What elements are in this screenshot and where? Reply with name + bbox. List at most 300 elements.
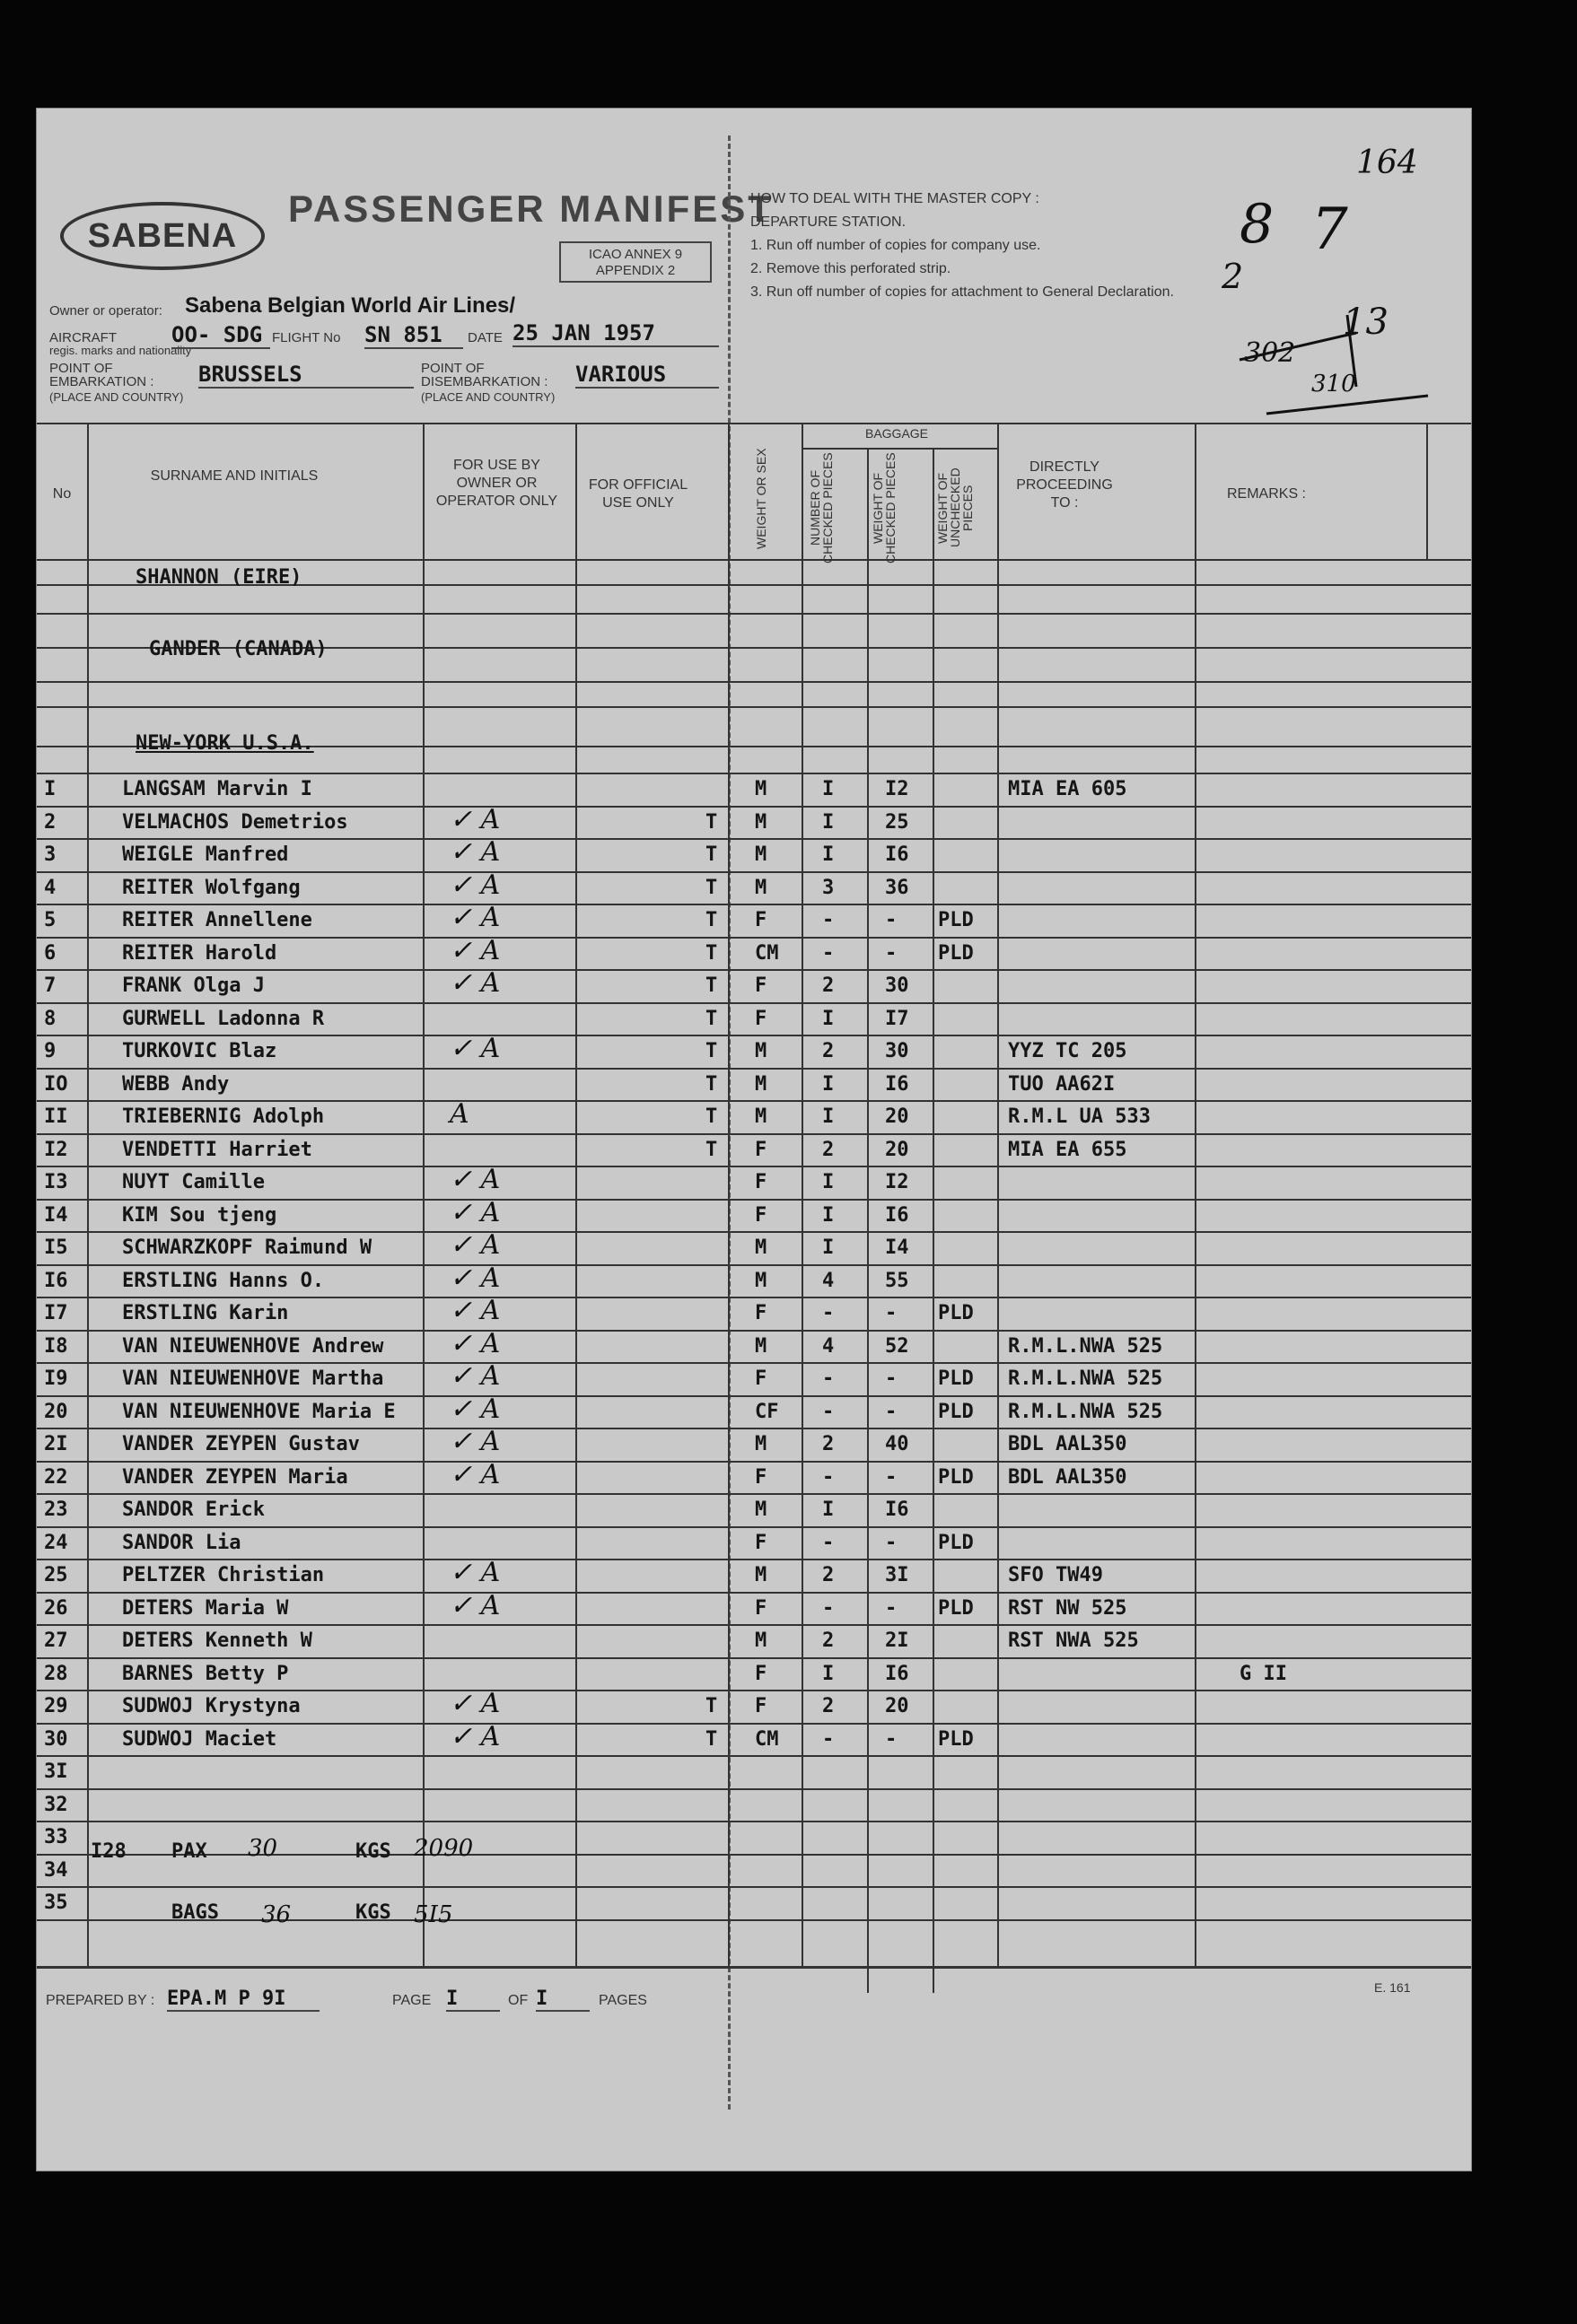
- instr-title: HOW TO DEAL WITH THE MASTER COPY :: [750, 191, 1039, 206]
- instr-step-1: 1. Run off number of copies for company use.: [750, 238, 1041, 253]
- row-checked-weight: 36: [885, 877, 909, 899]
- pax-label: PAX: [171, 1840, 207, 1863]
- row-name: FRANK Olga J: [122, 974, 265, 997]
- manifest-table: [37, 423, 1471, 1966]
- section-newyork: NEW-YORK U.S.A.: [136, 732, 314, 755]
- row-checked-pieces: -: [822, 1728, 835, 1751]
- bags-kgs-label: KGS: [355, 1901, 391, 1924]
- row-sex: CM: [755, 1728, 779, 1751]
- row-checked-weight: I2: [885, 778, 909, 800]
- aircraft-label: AIRCRAFT: [49, 330, 117, 345]
- row-destination: R.M.L UA 533: [1008, 1105, 1151, 1128]
- grid-hline: [37, 613, 1471, 615]
- tally-e: 302: [1244, 337, 1296, 369]
- row-name: TRIEBERNIG Adolph: [122, 1105, 325, 1128]
- row-name: REITER Harold: [122, 942, 277, 965]
- row-owner-mark: ✓ A: [450, 967, 501, 999]
- row-no: 27: [44, 1629, 68, 1652]
- row-checked-pieces: 2: [822, 1564, 835, 1586]
- row-owner-mark: ✓ A: [450, 1394, 501, 1425]
- row-name: ERSTLING Hanns O.: [122, 1270, 325, 1292]
- row-name: SCHWARZKOPF Raimund W: [122, 1236, 372, 1259]
- row-checked-pieces: 3: [822, 877, 835, 899]
- row-checked-weight: 3I: [885, 1564, 909, 1586]
- col-checked-pieces: NUMBER OF CHECKED PIECES: [808, 452, 835, 564]
- col-no: No: [52, 486, 72, 502]
- row-owner-mark: A: [450, 1098, 469, 1130]
- row-owner-mark: ✓ A: [450, 1426, 501, 1457]
- row-checked-pieces: I: [822, 1073, 835, 1096]
- row-checked-weight: -: [885, 909, 898, 931]
- row-checked-weight: I6: [885, 1073, 909, 1096]
- row-sex: M: [755, 1270, 767, 1292]
- icao-line-2: APPENDIX 2: [595, 263, 676, 278]
- row-official-mark: T: [705, 877, 718, 899]
- row-sex: M: [755, 1498, 767, 1521]
- aircraft-value: OO- SDG: [171, 322, 270, 349]
- row-checked-pieces: I: [822, 1008, 835, 1030]
- row-official-mark: T: [705, 974, 718, 997]
- row-name: NUYT Camille: [122, 1171, 265, 1193]
- grid-hline: [37, 871, 1471, 873]
- row-destination: BDL AAL350: [1008, 1466, 1127, 1489]
- row-no: I5: [44, 1236, 68, 1259]
- operator-value: Sabena Belgian World Air Lines/: [185, 293, 516, 318]
- row-sex: F: [755, 1008, 767, 1030]
- row-no: I4: [44, 1204, 68, 1227]
- row-sex: F: [755, 1302, 767, 1324]
- col-proceeding: DIRECTLY PROCEEDING TO :: [1016, 459, 1113, 511]
- row-sex: F: [755, 1695, 767, 1717]
- row-checked-weight: -: [885, 1367, 898, 1390]
- grid-hline: [37, 1755, 1471, 1757]
- row-sex: F: [755, 1532, 767, 1554]
- aircraft-sub: regis. marks and nationality: [49, 344, 192, 357]
- row-no: 3I: [44, 1760, 68, 1783]
- row-destination: R.M.L.NWA 525: [1008, 1367, 1163, 1390]
- row-owner-mark: ✓ A: [450, 1557, 501, 1588]
- row-no: 22: [44, 1466, 68, 1489]
- row-checked-pieces: -: [822, 1532, 835, 1554]
- row-name: DETERS Kenneth W: [122, 1629, 312, 1652]
- row-name: WEIGLE Manfred: [122, 843, 289, 866]
- grid-hline: [37, 1886, 1471, 1888]
- col-official: FOR OFFICIAL USE ONLY: [588, 477, 688, 511]
- row-checked-pieces: 2: [822, 1695, 835, 1717]
- row-owner-mark: ✓ A: [450, 935, 501, 966]
- row-checked-weight: 20: [885, 1105, 909, 1128]
- row-checked-pieces: I: [822, 778, 835, 800]
- row-checked-weight: I4: [885, 1236, 909, 1259]
- row-unchecked: PLD: [938, 942, 974, 965]
- row-name: SUDWOJ Maciet: [122, 1728, 277, 1751]
- bags-kgs-value: 5I5: [414, 1901, 453, 1928]
- row-checked-pieces: 2: [822, 1040, 835, 1062]
- row-sex: M: [755, 1105, 767, 1128]
- row-sex: M: [755, 1236, 767, 1259]
- grid-hline: [37, 1264, 1471, 1266]
- row-owner-mark: ✓ A: [450, 1360, 501, 1392]
- date-label: DATE: [468, 330, 503, 345]
- kgs-label: KGS: [355, 1840, 391, 1863]
- row-no: IO: [44, 1073, 68, 1096]
- page-label: PAGE: [392, 1993, 432, 2008]
- grid-hline: [37, 1919, 1471, 1921]
- section-shannon: SHANNON (EIRE): [136, 566, 302, 589]
- row-sex: M: [755, 877, 767, 899]
- row-destination: MIA EA 605: [1008, 778, 1127, 800]
- row-owner-mark: ✓ A: [450, 1459, 501, 1490]
- row-checked-weight: I2: [885, 1171, 909, 1193]
- row-name: GURWELL Ladonna R: [122, 1008, 325, 1030]
- row-sex: M: [755, 1335, 767, 1358]
- page-number: 164: [1356, 144, 1418, 181]
- row-checked-pieces: I: [822, 843, 835, 866]
- row-no: 34: [44, 1859, 68, 1882]
- row-name: SANDOR Lia: [122, 1532, 241, 1554]
- row-checked-weight: 2I: [885, 1629, 909, 1652]
- row-no: I9: [44, 1367, 68, 1390]
- row-no: I8: [44, 1335, 68, 1358]
- grid-hline: [37, 937, 1471, 939]
- grid-hline: [37, 969, 1471, 971]
- manifest-title: PASSENGER MANIFEST: [288, 188, 774, 230]
- pages-label: PAGES: [599, 1993, 647, 2008]
- of-value: I: [536, 1988, 590, 2012]
- flight-label: FLIGHT No: [272, 330, 341, 345]
- grid-vline: [575, 423, 577, 1966]
- row-checked-weight: -: [885, 1401, 898, 1423]
- row-checked-weight: 20: [885, 1139, 909, 1161]
- row-no: 26: [44, 1597, 68, 1620]
- icao-annex-box: [559, 241, 712, 283]
- row-checked-weight: 30: [885, 974, 909, 997]
- row-owner-mark: ✓ A: [450, 1721, 501, 1752]
- row-checked-pieces: 4: [822, 1335, 835, 1358]
- row-no: 9: [44, 1040, 57, 1062]
- prepared-label: PREPARED BY :: [46, 1993, 155, 2008]
- grid-hline: [37, 681, 1471, 683]
- row-checked-pieces: 2: [822, 1433, 835, 1455]
- embark-sub: (PLACE AND COUNTRY): [49, 390, 184, 404]
- grid-hline: [37, 1428, 1471, 1429]
- row-checked-pieces: I: [822, 1171, 835, 1193]
- grid-vline: [867, 450, 869, 1993]
- row-sex: M: [755, 1564, 767, 1586]
- row-checked-pieces: 2: [822, 1139, 835, 1161]
- row-remark: G II: [1240, 1663, 1287, 1685]
- row-sex: M: [755, 811, 767, 834]
- grid-hline: [37, 1002, 1471, 1004]
- instr-step-3: 3. Run off number of copies for attachment to General Declaration.: [750, 284, 1174, 300]
- row-sex: F: [755, 1171, 767, 1193]
- row-checked-pieces: -: [822, 1466, 835, 1489]
- disembark-label: POINT OF DISEMBARKATION :: [421, 361, 548, 389]
- row-unchecked: PLD: [938, 1728, 974, 1751]
- row-checked-weight: -: [885, 1466, 898, 1489]
- row-no: I: [44, 778, 57, 800]
- grid-hline: [37, 706, 1471, 708]
- row-name: TURKOVIC Blaz: [122, 1040, 277, 1062]
- row-checked-pieces: -: [822, 1597, 835, 1620]
- row-checked-weight: -: [885, 1302, 898, 1324]
- tally-d: 13: [1343, 301, 1389, 343]
- grid-hline: [37, 423, 1471, 424]
- row-checked-weight: 25: [885, 811, 909, 834]
- row-sex: M: [755, 1073, 767, 1096]
- row-no: 5: [44, 909, 57, 931]
- row-checked-weight: 52: [885, 1335, 909, 1358]
- of-label: OF: [508, 1993, 529, 2008]
- row-no: 25: [44, 1564, 68, 1586]
- grid-hline: [37, 1624, 1471, 1626]
- date-value: 25 JAN 1957: [513, 320, 719, 347]
- grid-hline: [37, 1821, 1471, 1822]
- bags-label: BAGS: [171, 1901, 219, 1924]
- row-sex: M: [755, 1629, 767, 1652]
- row-destination: SFO TW49: [1008, 1564, 1103, 1586]
- grid-hline: [37, 1526, 1471, 1528]
- row-sex: F: [755, 1139, 767, 1161]
- row-sex: F: [755, 1204, 767, 1227]
- row-name: DETERS Maria W: [122, 1597, 289, 1620]
- sabena-logo: SABENA: [60, 202, 265, 270]
- row-official-mark: T: [705, 843, 718, 866]
- row-unchecked: PLD: [938, 1302, 974, 1324]
- page-value: I: [446, 1988, 500, 2012]
- row-checked-weight: I6: [885, 1498, 909, 1521]
- row-checked-weight: 55: [885, 1270, 909, 1292]
- row-checked-pieces: -: [822, 942, 835, 965]
- row-name: VAN NIEUWENHOVE Andrew: [122, 1335, 384, 1358]
- disembark-value: VARIOUS: [575, 362, 719, 389]
- row-official-mark: T: [705, 1105, 718, 1128]
- row-owner-mark: ✓ A: [450, 869, 501, 901]
- row-official-mark: T: [705, 1073, 718, 1096]
- col-baggage: BAGGAGE: [864, 426, 929, 441]
- row-official-mark: T: [705, 1008, 718, 1030]
- kgs-value: 2090: [414, 1835, 474, 1862]
- manifest-sheet: [36, 108, 1472, 2171]
- row-checked-pieces: I: [822, 1204, 835, 1227]
- col-weight-sex: WEIGHT OR SEX: [754, 448, 768, 550]
- row-official-mark: T: [705, 1695, 718, 1717]
- grid-hline: [37, 1657, 1471, 1659]
- grid-vline: [728, 423, 730, 1966]
- icao-line-1: ICAO ANNEX 9: [588, 247, 683, 262]
- col-checked-weight: WEIGHT OF CHECKED PIECES: [871, 452, 898, 564]
- row-name: SANDOR Erick: [122, 1498, 265, 1521]
- row-sex: F: [755, 1663, 767, 1685]
- grid-hline: [37, 1592, 1471, 1594]
- row-owner-mark: ✓ A: [450, 1033, 501, 1064]
- row-name: LANGSAM Marvin I: [122, 778, 312, 800]
- row-sex: F: [755, 1597, 767, 1620]
- row-official-mark: T: [705, 1139, 718, 1161]
- row-sex: M: [755, 1433, 767, 1455]
- row-destination: R.M.L.NWA 525: [1008, 1401, 1163, 1423]
- row-owner-mark: ✓ A: [450, 902, 501, 933]
- row-sex: M: [755, 843, 767, 866]
- row-no: 3: [44, 843, 57, 866]
- grid-hline: [37, 1461, 1471, 1463]
- row-no: I6: [44, 1270, 68, 1292]
- row-name: VAN NIEUWENHOVE Maria E: [122, 1401, 396, 1423]
- row-no: I2: [44, 1139, 68, 1161]
- row-unchecked: PLD: [938, 1466, 974, 1489]
- row-checked-pieces: I: [822, 1236, 835, 1259]
- grid-vline: [1195, 423, 1196, 1966]
- row-checked-pieces: -: [822, 1302, 835, 1324]
- row-checked-pieces: I: [822, 1105, 835, 1128]
- row-official-mark: T: [705, 1040, 718, 1062]
- tally-strokes: [1204, 216, 1464, 432]
- row-unchecked: PLD: [938, 909, 974, 931]
- grid-vline: [997, 423, 999, 1966]
- grid-hline: [37, 1723, 1471, 1725]
- prepared-value: EPA.M P 9I: [167, 1988, 320, 2012]
- row-name: REITER Annellene: [122, 909, 312, 931]
- grid-hline: [37, 838, 1471, 840]
- row-official-mark: T: [705, 909, 718, 931]
- grid-hline: [37, 559, 1471, 561]
- instr-station: DEPARTURE STATION.: [750, 214, 907, 230]
- row-sex: F: [755, 974, 767, 997]
- embark-label: POINT OF EMBARKATION :: [49, 361, 154, 389]
- row-name: VENDETTI Harriet: [122, 1139, 312, 1161]
- row-destination: YYZ TC 205: [1008, 1040, 1127, 1062]
- grid-hline: [37, 1035, 1471, 1036]
- grid-vline: [423, 423, 425, 1966]
- row-name: KIM Sou tjeng: [122, 1204, 277, 1227]
- row-no: 23: [44, 1498, 68, 1521]
- grid-vline: [802, 423, 803, 1966]
- row-no: 28: [44, 1663, 68, 1685]
- row-checked-pieces: 4: [822, 1270, 835, 1292]
- row-sex: F: [755, 1367, 767, 1390]
- row-name: VANDER ZEYPEN Maria: [122, 1466, 348, 1489]
- grid-vline: [933, 450, 934, 1993]
- row-sex: M: [755, 1040, 767, 1062]
- row-checked-pieces: -: [822, 909, 835, 931]
- row-no: 35: [44, 1892, 68, 1914]
- row-checked-weight: I6: [885, 1663, 909, 1685]
- row-sex: F: [755, 909, 767, 931]
- row-no: 33: [44, 1826, 68, 1848]
- tally-a: 8: [1240, 193, 1275, 256]
- operator-label: Owner or operator:: [49, 303, 162, 319]
- row-checked-weight: -: [885, 942, 898, 965]
- row-owner-mark: ✓ A: [450, 1590, 501, 1621]
- bags-value: 36: [261, 1901, 292, 1928]
- grid-vline: [87, 423, 89, 1966]
- row-sex: M: [755, 778, 767, 800]
- row-unchecked: PLD: [938, 1532, 974, 1554]
- section-gander: GANDER (CANADA): [149, 638, 328, 660]
- grid-hline: [37, 904, 1471, 905]
- row-owner-mark: ✓ A: [450, 1688, 501, 1719]
- row-unchecked: PLD: [938, 1367, 974, 1390]
- row-name: REITER Wolfgang: [122, 877, 301, 899]
- row-checked-pieces: -: [822, 1367, 835, 1390]
- flight-value: SN 851: [364, 322, 463, 349]
- row-checked-weight: I6: [885, 1204, 909, 1227]
- footer-rule: [37, 1966, 1471, 1969]
- row-checked-pieces: I: [822, 1663, 835, 1685]
- row-checked-weight: 20: [885, 1695, 909, 1717]
- row-checked-weight: -: [885, 1597, 898, 1620]
- row-unchecked: PLD: [938, 1597, 974, 1620]
- row-name: ERSTLING Karin: [122, 1302, 289, 1324]
- grid-hline: [37, 1297, 1471, 1298]
- row-destination: TUO AA62I: [1008, 1073, 1116, 1096]
- row-name: VANDER ZEYPEN Gustav: [122, 1433, 360, 1455]
- row-destination: R.M.L.NWA 525: [1008, 1335, 1163, 1358]
- grid-hline: [37, 1362, 1471, 1364]
- row-unchecked: PLD: [938, 1401, 974, 1423]
- row-checked-pieces: -: [822, 1401, 835, 1423]
- row-checked-weight: 40: [885, 1433, 909, 1455]
- row-sex: F: [755, 1466, 767, 1489]
- grid-hline: [37, 1493, 1471, 1495]
- row-no: I7: [44, 1302, 68, 1324]
- row-checked-pieces: 2: [822, 974, 835, 997]
- grid-hline: [37, 1330, 1471, 1332]
- pax-value: 30: [248, 1835, 278, 1862]
- grid-vline: [1426, 423, 1428, 559]
- grid-hline: [37, 1395, 1471, 1397]
- col-unchecked: WEIGHT OF UNCHECKED PIECES: [935, 467, 975, 548]
- row-name: PELTZER Christian: [122, 1564, 325, 1586]
- row-destination: BDL AAL350: [1008, 1433, 1127, 1455]
- row-owner-mark: ✓ A: [450, 1328, 501, 1359]
- row-name: SUDWOJ Krystyna: [122, 1695, 301, 1717]
- row-no: 8: [44, 1008, 57, 1030]
- row-no: I3: [44, 1171, 68, 1193]
- row-no: 24: [44, 1532, 68, 1554]
- grid-hline: [37, 1788, 1471, 1790]
- row-checked-weight: I7: [885, 1008, 909, 1030]
- grid-hline: [37, 773, 1471, 774]
- row-owner-mark: ✓ A: [450, 1164, 501, 1195]
- row-name: VAN NIEUWENHOVE Martha: [122, 1367, 384, 1390]
- row-no: 2I: [44, 1433, 68, 1455]
- grid-hline: [37, 1133, 1471, 1135]
- grid-hline: [37, 1559, 1471, 1560]
- row-sex: CM: [755, 942, 779, 965]
- row-checked-pieces: I: [822, 1498, 835, 1521]
- grid-hline: [37, 1100, 1471, 1102]
- row-checked-weight: -: [885, 1532, 898, 1554]
- row-owner-mark: ✓ A: [450, 1197, 501, 1228]
- row-official-mark: T: [705, 942, 718, 965]
- row-official-mark: T: [705, 1728, 718, 1751]
- row-checked-weight: -: [885, 1728, 898, 1751]
- row-owner-mark: ✓ A: [450, 1229, 501, 1261]
- grid-hline: [37, 1231, 1471, 1233]
- row-no: II: [44, 1105, 68, 1128]
- grid-hline: [37, 1199, 1471, 1201]
- row-owner-mark: ✓ A: [450, 804, 501, 835]
- row-sex: CF: [755, 1401, 779, 1423]
- row-name: BARNES Betty P: [122, 1663, 289, 1685]
- grid-hline: [37, 806, 1471, 808]
- disembark-sub: (PLACE AND COUNTRY): [421, 390, 556, 404]
- row-checked-pieces: 2: [822, 1629, 835, 1652]
- row-no: 32: [44, 1794, 68, 1816]
- grid-hline: [37, 1166, 1471, 1167]
- instr-step-2: 2. Remove this perforated strip.: [750, 261, 951, 276]
